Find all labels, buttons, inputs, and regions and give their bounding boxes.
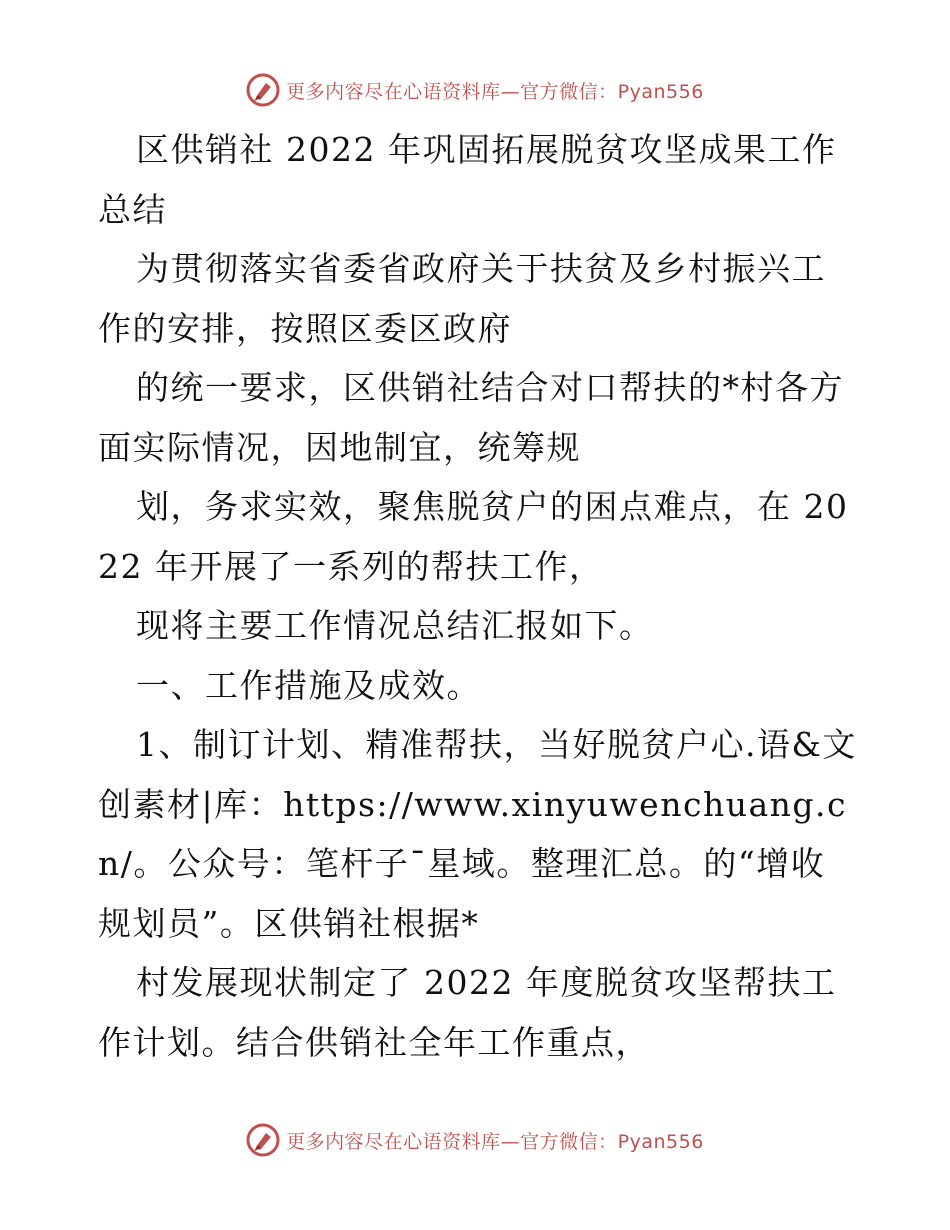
paragraph: 现将主要工作情况总结汇报如下。	[136, 606, 654, 645]
pen-nib-logo-icon	[246, 1123, 280, 1157]
document-body	[98, 120, 858, 1072]
paragraph: 划，务求实效，聚焦脱贫户的困点难点，在 2022 年开展了一系列的帮扶工作，	[98, 487, 849, 586]
paragraph: 村发展现状制定了 2022 年度脱贫攻坚帮扶工作计划。结合供销社全年工作重点，	[98, 963, 837, 1062]
header-watermark	[0, 70, 950, 110]
header-watermark-text: 更多内容尽在心语资料库—官方微信：Pyan556	[286, 80, 704, 103]
section-heading: 一、工作措施及成效。	[136, 665, 481, 705]
paragraph: 1、制订计划、精准帮扶，当好脱贫户心.语&文创素材|库：https://www.xinyuwenchuang.cn/。公众号：笔杆子¯星域。整理汇总。的“增收规划员”。区供销社根据*	[98, 725, 857, 943]
footer-watermark	[0, 1120, 950, 1160]
pen-nib-logo-icon	[246, 73, 280, 107]
document-title: 区供销社 2022 年巩固拓展脱贫攻坚成果工作总结	[98, 130, 837, 229]
paragraph: 为贯彻落实省委省政府关于扶贫及乡村振兴工作的安排，按照区委区政府	[98, 249, 826, 348]
paragraph: 的统一要求，区供销社结合对口帮扶的*村各方面实际情况，因地制宜，统筹规	[98, 368, 844, 467]
footer-watermark-text: 更多内容尽在心语资料库—官方微信：Pyan556	[286, 1130, 704, 1153]
